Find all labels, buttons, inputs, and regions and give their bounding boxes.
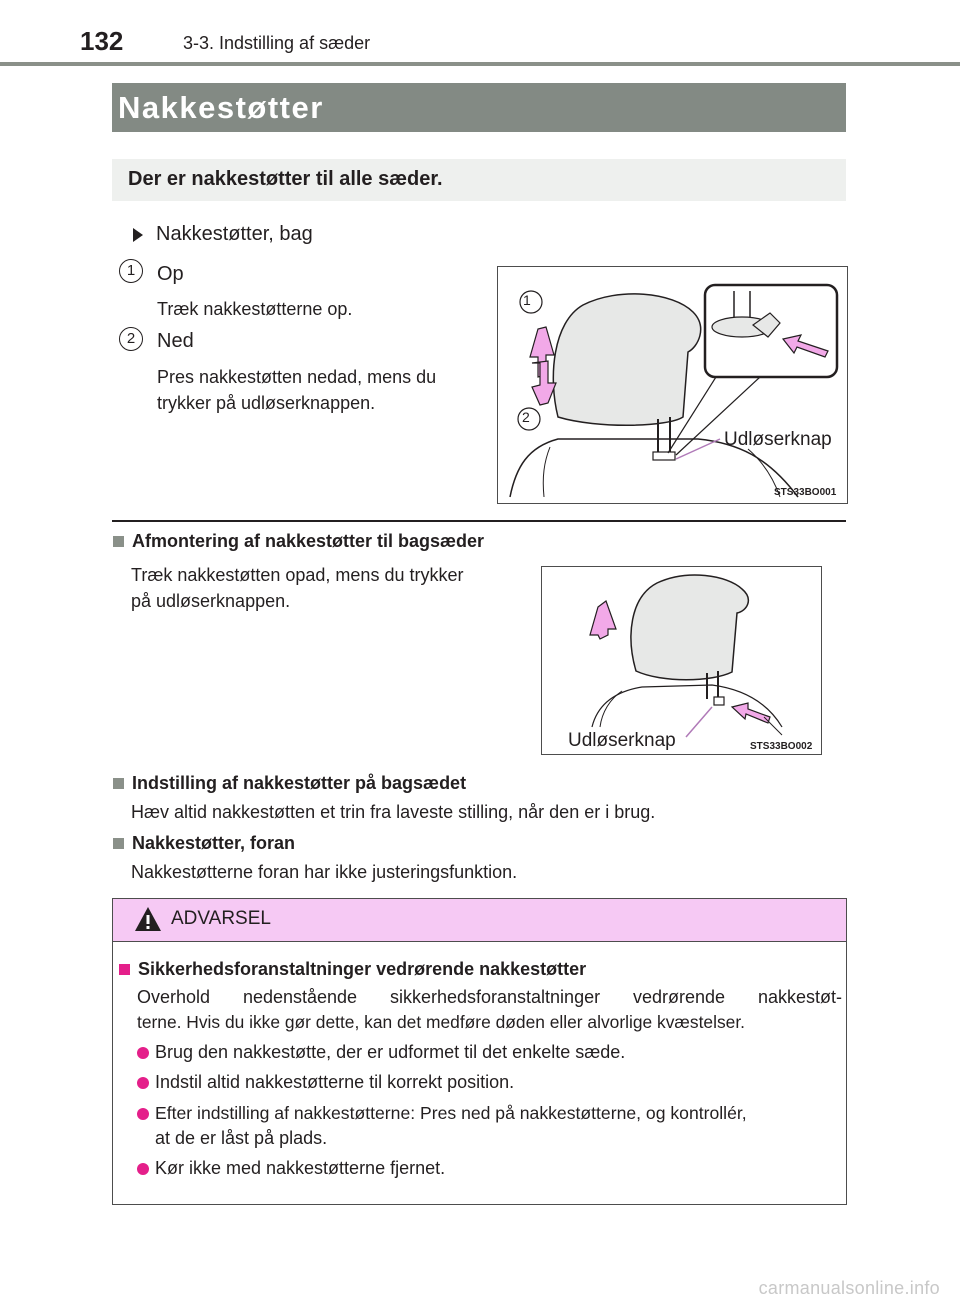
step-2-description-line2: trykker på udløserknappen.	[157, 393, 376, 413]
warning-triangle-icon	[133, 905, 163, 933]
warning-bullet-1	[137, 1040, 625, 1065]
watermark: carmanualsonline.info	[758, 1278, 940, 1298]
arrow-up-icon	[590, 601, 616, 639]
warning-bullet-4-text: Kør ikke med nakkestøtterne fjernet.	[155, 1158, 446, 1178]
section-title-bar	[112, 83, 846, 132]
figure-1-code: STS33BO001	[774, 487, 837, 498]
arrow-down-icon	[532, 361, 556, 405]
intro-box	[112, 159, 846, 201]
warning-heading	[119, 957, 586, 982]
adjust-rear-heading	[113, 773, 466, 794]
warning-heading-text: Sikkerhedsforanstaltninger vedrørende nakkestøtter	[138, 959, 587, 979]
warning-label: ADVARSEL	[171, 908, 271, 929]
warning-bullet-2	[137, 1070, 514, 1095]
square-bullet-icon	[113, 838, 124, 849]
warning-bullet-4	[137, 1156, 445, 1181]
step-2-description-line1: Pres nakkestøtten nedad, mens du	[157, 367, 437, 387]
square-bullet-icon	[119, 964, 130, 975]
rear-headrests-heading	[133, 223, 313, 246]
removal-text-line1: Træk nakkestøtten opad, mens du trykker	[131, 565, 464, 585]
step-1-number: 1	[119, 259, 143, 283]
page-number: 132	[80, 26, 124, 56]
header-rule	[0, 62, 960, 66]
step-1-title: Op	[157, 263, 184, 285]
figure-rear-headrest	[497, 266, 848, 504]
bullet-icon	[137, 1047, 149, 1059]
intro-text: Der er nakkestøtter til alle sæder.	[128, 168, 443, 190]
removal-heading-text: Afmontering af nakkestøtter til bagsæder	[132, 531, 485, 551]
adjust-rear-text: Hæv altid nakkestøtten et trin fra laveste stilling, når den er i brug.	[131, 802, 656, 822]
figure-removal	[541, 566, 822, 755]
step-2-number: 2	[119, 327, 143, 351]
front-text: Nakkestøtterne foran har ikke justeringsfunktion.	[131, 862, 518, 882]
step-1-description: Træk nakkestøtterne op.	[157, 299, 353, 319]
warning-intro-line1: Overhold nedenstående sikkerhedsforanstaltninger vedrørende nakkestøt-	[137, 987, 842, 1007]
warning-intro-line2: terne. Hvis du ikke gør dette, kan det medføre døden eller alvorlige kvæstelser.	[137, 1012, 745, 1032]
running-head: 3-3. Indstilling af sæder	[183, 33, 371, 53]
warning-bullet-3-text: Efter indstilling af nakkestøtterne: Pres ned på nakkestøtterne, og kontrollér,	[155, 1103, 747, 1123]
removal-illustration	[542, 567, 821, 754]
square-bullet-icon	[113, 536, 124, 547]
front-heading-text: Nakkestøtter, foran	[132, 833, 296, 853]
rear-headrests-heading-text: Nakkestøtter, bag	[156, 223, 313, 245]
adjust-rear-heading-text: Indstilling af nakkestøtter på bagsædet	[132, 773, 467, 793]
figure-1-release-button-label: Udløserknap	[724, 429, 832, 450]
removal-heading	[113, 531, 484, 552]
figure-2-code: STS33BO002	[750, 741, 813, 752]
removal-text-line2: på udløserknappen.	[131, 591, 291, 611]
warning-bullet-3	[137, 1101, 747, 1126]
section-title: Nakkestøtter	[118, 90, 324, 125]
warning-bullet-3-continued: at de er låst på plads.	[155, 1128, 328, 1148]
figure-2-release-button-label: Udløserknap	[568, 730, 676, 751]
section-divider	[112, 520, 846, 522]
bullet-icon	[137, 1077, 149, 1089]
warning-bullet-2-text: Indstil altid nakkestøtterne til korrekt position.	[155, 1072, 515, 1092]
triangle-bullet-icon	[133, 228, 143, 242]
step-2-title: Ned	[157, 330, 194, 352]
figure-marker-2: 2	[522, 409, 530, 425]
warning-bullet-1-text: Brug den nakkestøtte, der er udformet til det enkelte sæde.	[155, 1042, 626, 1062]
bullet-icon	[137, 1163, 149, 1175]
warning-box	[112, 898, 847, 1205]
figure-marker-1: 1	[523, 292, 531, 308]
headrest-illustration	[498, 267, 847, 503]
front-heading	[113, 833, 295, 854]
warning-header	[113, 899, 846, 942]
bullet-icon	[137, 1108, 149, 1120]
square-bullet-icon	[113, 778, 124, 789]
